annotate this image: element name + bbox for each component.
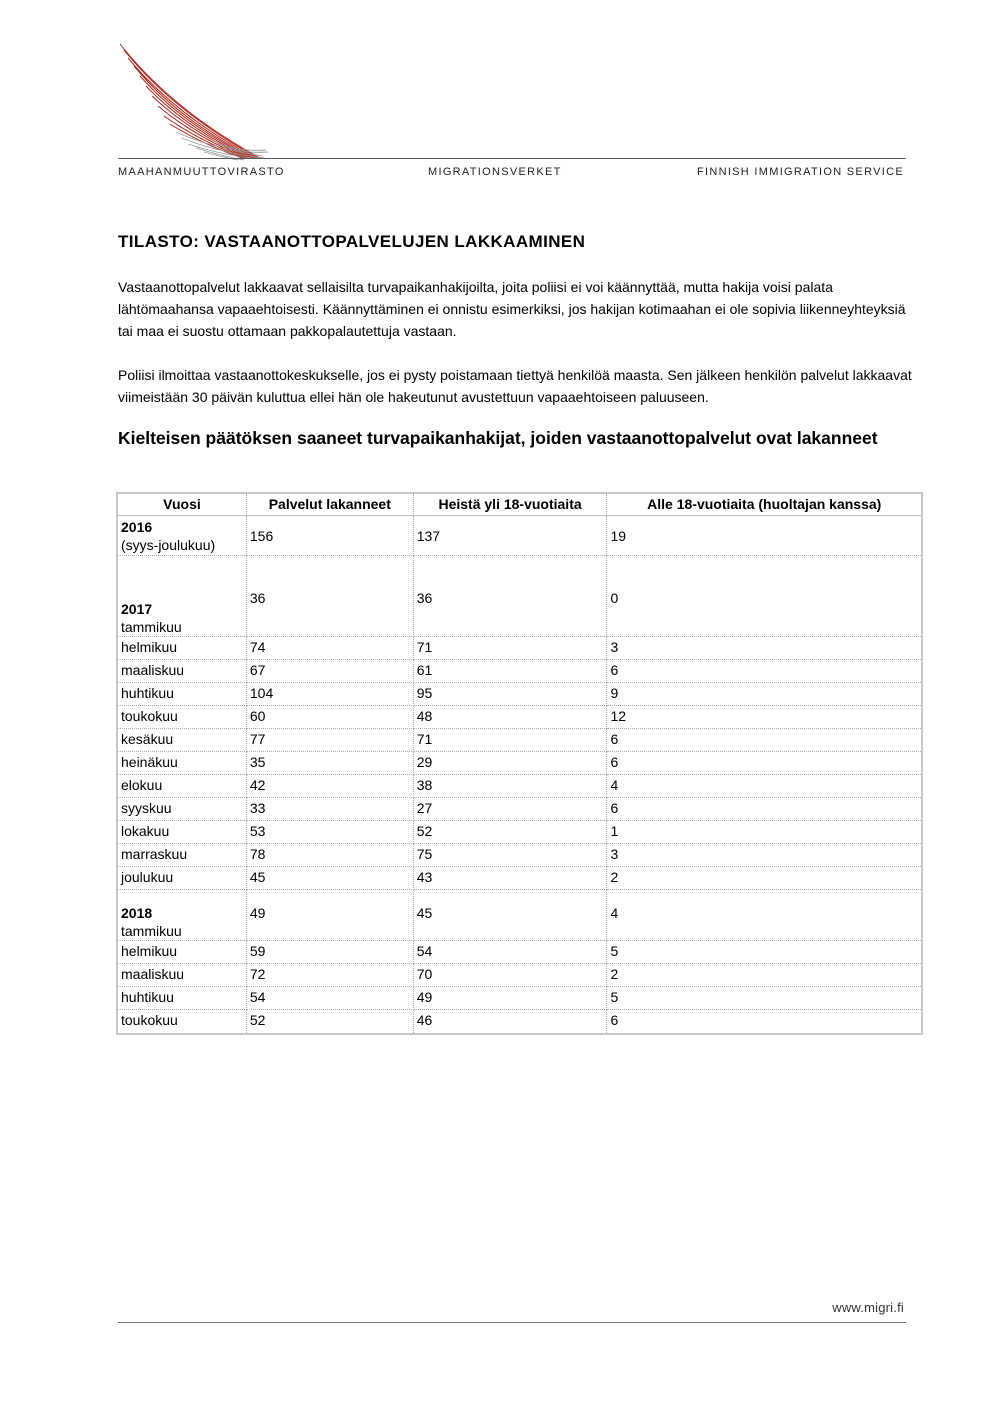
minors-cell: 4 bbox=[607, 775, 921, 798]
table-row bbox=[118, 964, 921, 987]
adults-cell: 45 bbox=[414, 890, 608, 941]
column-header-adults: Heistä yli 18-vuotiaita bbox=[414, 494, 608, 516]
table-row bbox=[118, 729, 921, 752]
column-header-minors: Alle 18-vuotiaita (huoltajan kanssa) bbox=[607, 494, 921, 516]
total-cell: 42 bbox=[247, 775, 414, 798]
year-label: 2018 bbox=[121, 905, 153, 921]
total-cell: 78 bbox=[247, 844, 414, 867]
total-cell: 156 bbox=[247, 516, 414, 556]
adults-cell: 46 bbox=[414, 1010, 608, 1033]
year-label: 2017 bbox=[121, 601, 153, 617]
table-row bbox=[118, 941, 921, 964]
agency-name-finnish: MAAHANMUUTTOVIRASTO bbox=[118, 166, 285, 178]
agency-name-swedish: MIGRATIONSVERKET bbox=[428, 166, 562, 178]
table-row bbox=[118, 683, 921, 706]
agency-name-english: FINNISH IMMIGRATION SERVICE bbox=[696, 166, 904, 178]
total-cell: 67 bbox=[247, 660, 414, 683]
total-cell: 45 bbox=[247, 867, 414, 890]
table-row bbox=[118, 637, 921, 660]
minors-cell: 2 bbox=[607, 964, 921, 987]
minors-cell: 6 bbox=[610, 1012, 619, 1028]
adults-cell: 75 bbox=[414, 844, 608, 867]
period-label: tammikuu bbox=[121, 923, 182, 939]
intro-paragraph: Vastaanottopalvelut lakkaavat sellaisilta turvapaikanhakijoilta, joita poliisi ei voi käännyttää, mutta hakija voisi palata lähtömaahansa vapaaehtoisesti. Käännyttäminen ei onnistu esimerkiksi, jos hakijan kotimaahan ei ole sopivia liikenneyhteyksiä tai maa ei suostu ottamaan pakkopalautettuja vastaan. bbox=[118, 279, 906, 339]
adults-cell: 61 bbox=[414, 660, 608, 683]
adults-cell: 54 bbox=[414, 941, 608, 964]
document-title: TILASTO: VASTAANOTTOPALVELUJEN LAKKAAMINEN bbox=[118, 232, 586, 251]
minors-cell: 0 bbox=[607, 556, 921, 637]
table-row bbox=[118, 844, 921, 867]
period-cell: elokuu bbox=[118, 775, 247, 798]
total-cell: 53 bbox=[247, 821, 414, 844]
table-title: Kielteisen päätöksen saaneet turvapaikanhakijat, joiden vastaanottopalvelut ovat lakanneet bbox=[118, 428, 878, 448]
period-cell: syyskuu bbox=[118, 798, 247, 821]
adults-cell: 95 bbox=[414, 683, 608, 706]
total-cell: 77 bbox=[247, 729, 414, 752]
minors-cell: 6 bbox=[607, 798, 921, 821]
table-row bbox=[118, 798, 921, 821]
column-header-year: Vuosi bbox=[118, 494, 247, 516]
period-cell: lokakuu bbox=[118, 821, 247, 844]
adults-cell: 29 bbox=[414, 752, 608, 775]
minors-cell: 3 bbox=[607, 844, 921, 867]
total-cell: 104 bbox=[247, 683, 414, 706]
minors-cell: 6 bbox=[607, 729, 921, 752]
table-row bbox=[118, 516, 921, 556]
table-row bbox=[118, 1010, 921, 1033]
table-row bbox=[118, 775, 921, 798]
adults-cell: 27 bbox=[414, 798, 608, 821]
statistics-table bbox=[116, 492, 923, 1035]
table-row bbox=[118, 890, 921, 941]
total-cell: 60 bbox=[247, 706, 414, 729]
table-row bbox=[118, 867, 921, 890]
period-cell: marraskuu bbox=[118, 844, 247, 867]
period-cell: huhtikuu bbox=[118, 683, 247, 706]
adults-cell: 38 bbox=[414, 775, 608, 798]
total-cell: 74 bbox=[247, 637, 414, 660]
minors-cell: 2 bbox=[607, 867, 921, 890]
police-paragraph: Poliisi ilmoittaa vastaanottokeskukselle, jos ei pysty poistamaan tiettyä henkilöä maasta. Sen jälkeen henkilön palvelut lakkaavat viimeistään 30 päivän kuluttua ellei hän ole hakeutunut avustettuun vapaaehtoiseen paluuseen. bbox=[118, 367, 912, 405]
period-cell: huhtikuu bbox=[118, 987, 247, 1010]
total-cell: 59 bbox=[247, 941, 414, 964]
period-cell: maaliskuu bbox=[118, 964, 247, 987]
year-cell bbox=[118, 516, 247, 556]
minors-cell: 6 bbox=[607, 752, 921, 775]
table-row bbox=[118, 706, 921, 729]
minors-cell: 5 bbox=[607, 941, 921, 964]
period-cell: helmikuu bbox=[118, 941, 247, 964]
total-cell: 49 bbox=[247, 890, 414, 941]
period-cell: joulukuu bbox=[118, 867, 247, 890]
year-cell bbox=[118, 890, 247, 941]
total-cell: 72 bbox=[247, 964, 414, 987]
table-header-row bbox=[118, 494, 921, 516]
adults-cell: 49 bbox=[414, 987, 608, 1010]
adults-cell: 48 bbox=[414, 706, 608, 729]
migri-logo bbox=[112, 40, 272, 162]
period-cell: kesäkuu bbox=[118, 729, 247, 752]
adults-cell: 52 bbox=[414, 821, 608, 844]
header-divider bbox=[118, 158, 906, 159]
minors-cell: 1 bbox=[607, 821, 921, 844]
column-header-total: Palvelut lakanneet bbox=[247, 494, 414, 516]
minors-cell: 9 bbox=[607, 683, 921, 706]
adults-cell: 43 bbox=[414, 867, 608, 890]
total-cell: 52 bbox=[247, 1010, 414, 1033]
adults-cell: 71 bbox=[414, 729, 608, 752]
adults-cell: 137 bbox=[414, 516, 608, 556]
adults-cell: 70 bbox=[414, 964, 608, 987]
period-label: tammikuu bbox=[121, 619, 182, 635]
total-cell: 36 bbox=[247, 556, 414, 637]
adults-cell: 71 bbox=[414, 637, 608, 660]
table-row bbox=[118, 987, 921, 1010]
website-url[interactable]: www.migri.fi bbox=[832, 1300, 904, 1315]
year-label: 2016 bbox=[121, 519, 153, 535]
table-row bbox=[118, 821, 921, 844]
minors-cell: 19 bbox=[607, 516, 921, 556]
total-cell: 54 bbox=[247, 987, 414, 1010]
minors-cell: 4 bbox=[607, 890, 921, 941]
period-label: (syys-joulukuu) bbox=[121, 537, 216, 553]
period-cell: toukokuu bbox=[118, 706, 247, 729]
minors-cell: 3 bbox=[607, 637, 921, 660]
total-cell: 35 bbox=[247, 752, 414, 775]
period-cell: helmikuu bbox=[118, 637, 247, 660]
period-cell: toukokuu bbox=[118, 1010, 247, 1033]
minors-cell: 6 bbox=[607, 660, 921, 683]
minors-cell: 12 bbox=[607, 706, 921, 729]
adults-cell: 36 bbox=[414, 556, 608, 637]
footer-divider bbox=[118, 1322, 906, 1323]
total-cell: 33 bbox=[247, 798, 414, 821]
period-cell: heinäkuu bbox=[118, 752, 247, 775]
table-row bbox=[118, 556, 921, 637]
minors-cell: 5 bbox=[607, 987, 921, 1010]
period-cell: maaliskuu bbox=[118, 660, 247, 683]
table-row bbox=[118, 752, 921, 775]
table-row bbox=[118, 660, 921, 683]
year-cell bbox=[118, 556, 247, 637]
